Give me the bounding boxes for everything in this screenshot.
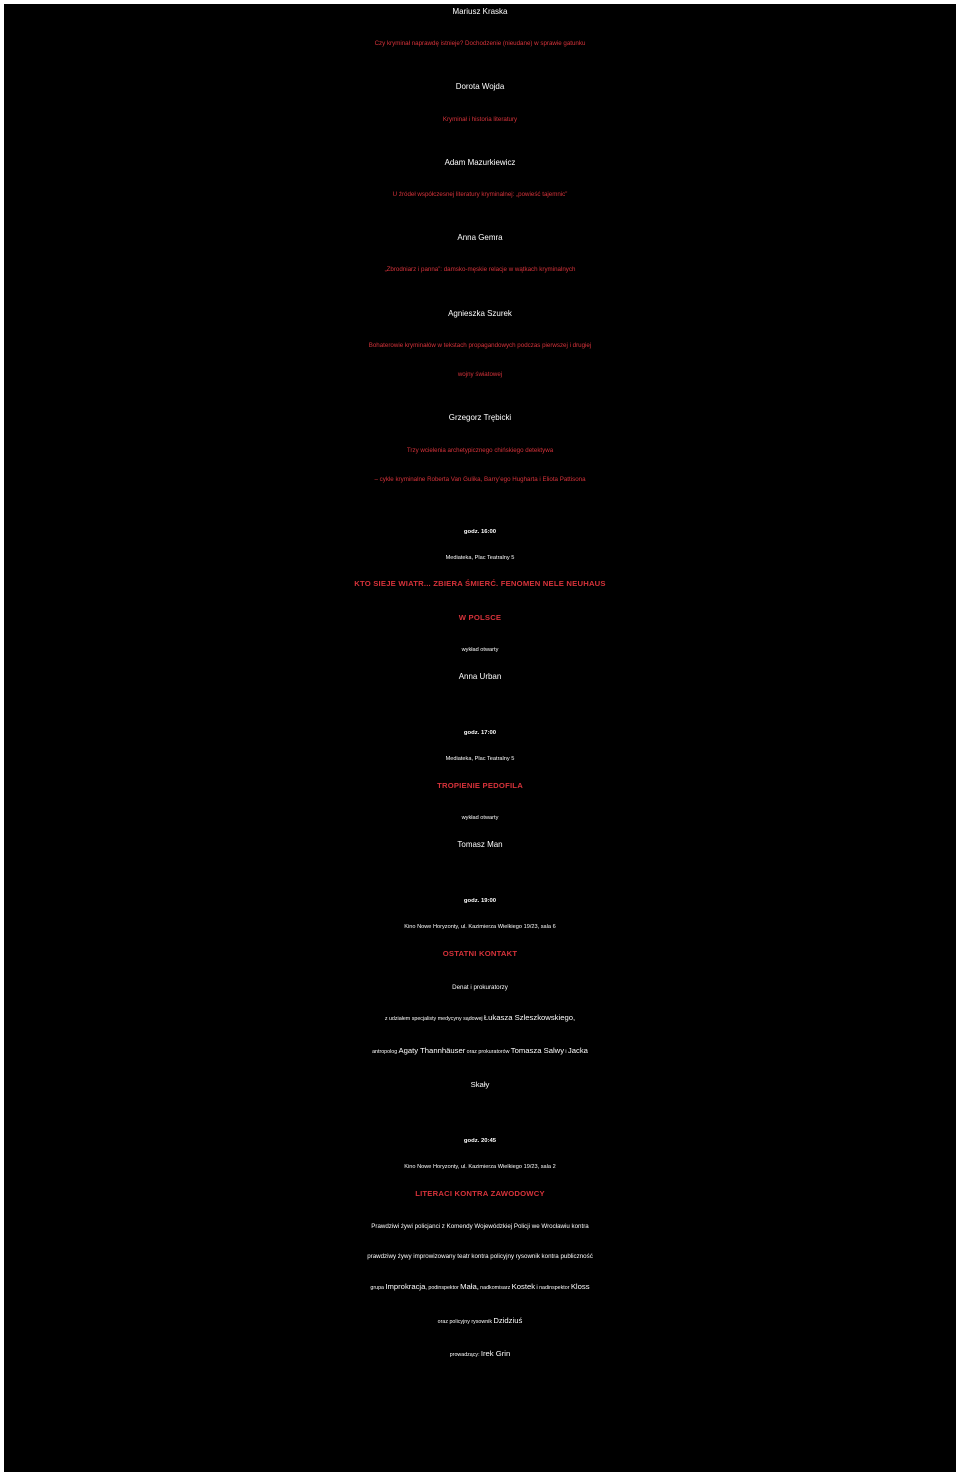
program-page [4, 4, 956, 1472]
participant-name: Mała, [460, 1282, 479, 1291]
event-participants [4, 1081, 956, 1090]
event-title: TROPIENIE PEDOFILA [437, 781, 523, 790]
host-label: prowadzący: [449, 1352, 480, 1358]
event-venue: Kino Nowe Horyzonty, ul. Kazimierza Wielkiego 19/23, sala 6 [404, 924, 556, 930]
event-participants [4, 1014, 956, 1023]
participant-role: oraz prokuratorów [466, 1049, 510, 1055]
event-participants [4, 1047, 956, 1056]
event-title: W POLSCE [458, 613, 502, 622]
talk-title: wojny światowej [457, 371, 503, 378]
event-participants [4, 1283, 956, 1292]
event-venue: Mediateka, Plac Teatralny 5 [445, 756, 515, 762]
event-type: wykład otwarty [461, 647, 499, 653]
event-speaker: Anna Urban [458, 672, 502, 681]
participant-name: Łukasza Szleszkowskiego, [483, 1013, 576, 1022]
participant-name: Kostek [511, 1282, 536, 1291]
participant-role: nadkomisarz [480, 1285, 511, 1291]
talk-title: Trzy wcielenia archetypicznego chińskiego detektywa [406, 447, 554, 454]
participant-name: Dzidziuś [493, 1316, 523, 1325]
event-title: OSTATNI KONTAKT [442, 949, 518, 958]
participant-name: Improkracja [385, 1282, 426, 1291]
host-name: Irek Grin [480, 1349, 511, 1358]
participant-role: grupa [370, 1285, 385, 1291]
talk-title: Kryminał i historia literatury [442, 116, 518, 123]
event-venue: Kino Nowe Horyzonty, ul. Kazimierza Wielkiego 19/23, sala 2 [404, 1164, 556, 1170]
participant-role: antropolog [372, 1049, 398, 1055]
speaker-name: Agnieszka Szurek [448, 309, 512, 318]
participant-role: nadinspektor [539, 1285, 570, 1291]
speaker-name: Adam Mazurkiewicz [444, 158, 516, 167]
event-time: godz. 16:00 [463, 529, 497, 535]
event-title: LITERACI KONTRA ZAWODOWCY [415, 1189, 545, 1198]
talk-title: – cykle kryminalne Roberta Van Gulika, Barry’ego Hugharta i Eliota Pattisona [374, 476, 586, 483]
talk-title: „Zbrodniarz i panna”: damsko-męskie relacje w wątkach kryminalnych [384, 266, 576, 273]
talk-title: Bohaterowie kryminałów w tekstach propagandowych podczas pierwszej i drugiej [368, 342, 592, 349]
participant-name: Tomasza Salwy [510, 1046, 565, 1055]
talk-title: U źródeł współczesnej literatury kryminalnej: „powieść tajemnic” [392, 191, 568, 198]
event-participants [4, 1317, 956, 1326]
participant-name: Agaty Thannhäuser [398, 1046, 466, 1055]
conjunction: i [565, 1049, 567, 1055]
talk-title: Czy kryminał naprawdę istnieje? Dochodzenie (nieudane) w sprawie gatunku [374, 40, 586, 47]
event-speaker: Tomasz Man [457, 840, 503, 849]
speaker-name: Dorota Wojda [455, 82, 505, 91]
participant-role: , podinspektor [425, 1285, 459, 1291]
participant-name: Kloss [570, 1282, 590, 1291]
speaker-name: Mariusz Kraska [452, 7, 508, 16]
event-description: Prawdziwi żywi policjanci z Komendy Wojewódzkiej Policji we Wrocławiu kontra [371, 1223, 589, 1230]
participant-role: oraz policyjny rysownik [437, 1319, 492, 1325]
conjunction: i [536, 1284, 538, 1291]
participant-name: Jacka [567, 1046, 588, 1055]
participant-role: z udziałem specjalisty medycyny sądowej [384, 1016, 483, 1022]
event-host [4, 1350, 956, 1359]
event-description: prawdziwy żywy improwizowany teatr kontra policyjny rysownik kontra publiczność [367, 1253, 593, 1260]
participant-name: Skały [470, 1080, 490, 1089]
event-venue: Mediateka, Plac Teatralny 5 [445, 555, 515, 561]
event-time: godz. 19:00 [463, 898, 497, 904]
event-time: godz. 17:00 [463, 730, 497, 736]
speaker-name: Anna Gemra [457, 233, 503, 242]
event-title: KTO SIEJE WIATR... ZBIERA ŚMIERĆ. FENOMEN NELE NEUHAUS [354, 579, 606, 588]
event-time: godz. 20:45 [463, 1138, 497, 1144]
event-subtitle: Denat i prokuratorzy [452, 984, 508, 991]
speaker-name: Grzegorz Trębicki [448, 413, 512, 422]
event-type: wykład otwarty [461, 815, 499, 821]
